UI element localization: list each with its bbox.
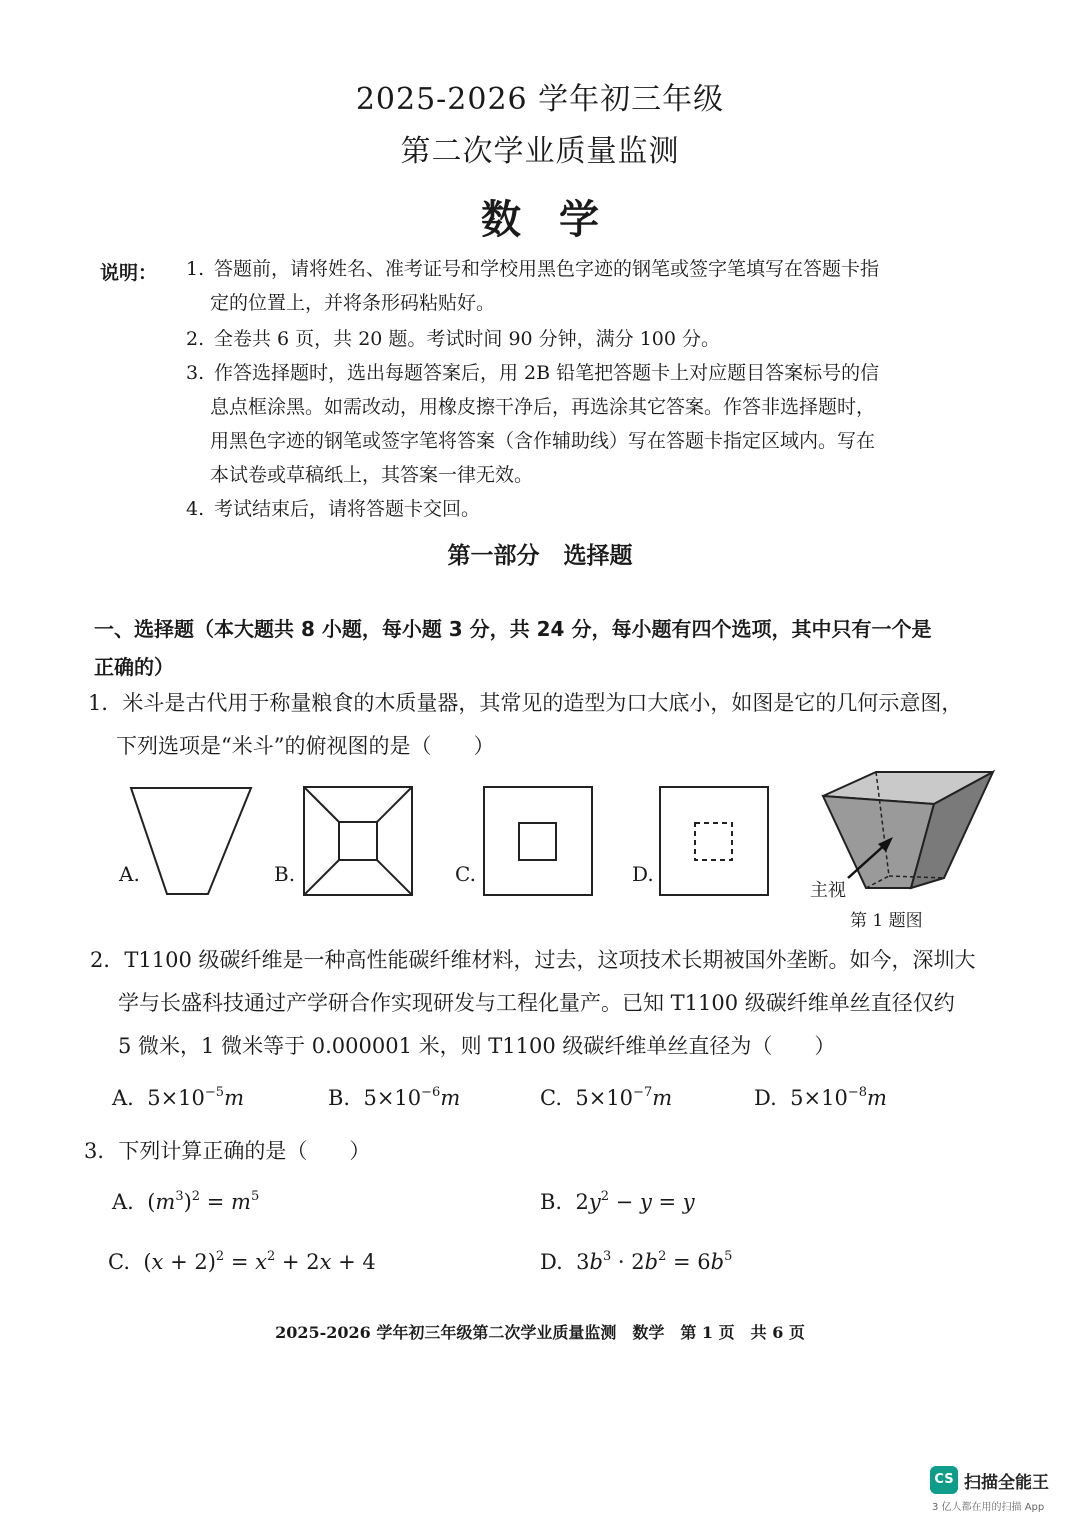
cs-logo-icon: CS [930, 1466, 958, 1494]
question-2-stem: 2．T1100 级碳纤维是一种高性能碳纤维材料，过去，这项技术长期被国外垄断。如今，深圳大 学与长盛科技通过产学研合作实现研发与工程化量产。已知 T1100 级碳纤维单丝直径仅约 5 微米，1 微米等于 0.000001 米，则 T1100 级碳纤维单丝直径为（ ） [90, 948, 976, 1058]
note-3: 3. 作答选择题时，选出每题答案后，用 2B 铅笔把答题卡上对应题目答案标号的信 息点框涂黑。如需改动，用橡皮擦干净后，再选涂其它答案。作答非选择题时， 用黑色字迹的钢笔或签字笔将答案（含作辅助线）写在答题卡指定区域内。写在 本试卷或草稿纸上，其答案一律无效。 [186, 362, 880, 486]
question-3-stem: 3．下列计算正确的是（ ） [84, 1139, 371, 1163]
part-title: 第一部分 选择题 [447, 543, 633, 569]
question-1-stem: 1．米斗是古代用于称量粮食的木质量器，其常见的造型为口大底小，如图是它的几何示意图， 下列选项是“米斗”的俯视图的是（ ） [88, 691, 963, 758]
q2-option-a: A. $5\times 10^{-5}m$ [112, 1085, 244, 1110]
page-footer: 2025-2026 学年初三年级第二次学业质量监测 数学 第 1 页 共 6 页 [275, 1323, 805, 1342]
subject-title: 数学 [481, 196, 637, 243]
rice-measure-figure [823, 772, 993, 888]
option-d-label: D. [632, 862, 654, 886]
note-4: 4. 考试结束后，请将答题卡交回。 [186, 498, 481, 520]
figure-caption: 第 1 题图 [850, 911, 923, 931]
q2-option-d: D. $5\times 10^{-8}m$ [754, 1085, 887, 1110]
q3-option-a: A. $(m^3)^2 = m^5$ [112, 1189, 260, 1214]
scanner-tagline: 3 亿人都在用的扫描 App [932, 1502, 1045, 1513]
exam-year-title: 2025-2026 学年初三年级 [355, 82, 725, 117]
option-c-figure [484, 787, 592, 895]
option-c-label: C. [455, 862, 476, 886]
q3-option-d: D. $3b^3 \cdot 2b^2 = 6b^5$ [540, 1249, 733, 1274]
option-b-label: B. [274, 862, 296, 886]
q3-option-b: B. $2y^2 - y = y$ [540, 1189, 695, 1214]
main-view-label: 主视 [810, 880, 846, 901]
notes-label: 说明： [100, 262, 158, 284]
scanner-name: 扫描全能王 [964, 1473, 1049, 1493]
q2-option-c: C. $5\times 10^{-7}m$ [540, 1085, 673, 1110]
option-d-figure [660, 787, 768, 895]
scanner-watermark [930, 1466, 1060, 1516]
section-heading: 一、选择题（本大题共 8 小题，每小题 3 分，共 24 分，每小题有四个选项，其中只有一个是 正确的） [94, 617, 932, 679]
note-1: 1. 答题前，请将姓名、准考证号和学校用黑色字迹的钢笔或签字笔填写在答题卡指 定的位置上，并将条形码粘贴好。 [186, 258, 880, 314]
option-b-figure [304, 787, 412, 895]
note-2: 2. 全卷共 6 页，共 20 题。考试时间 90 分钟，满分 100 分。 [186, 328, 721, 350]
option-a-label: A. [119, 862, 140, 886]
option-a-trapezoid [131, 788, 251, 894]
q2-option-b: B. $5\times 10^{-6}m$ [328, 1085, 461, 1110]
exam-name-title: 第二次学业质量监测 [400, 134, 680, 169]
q3-option-c: C. $(x + 2)^2 = x^2 + 2x + 4$ [108, 1249, 376, 1274]
